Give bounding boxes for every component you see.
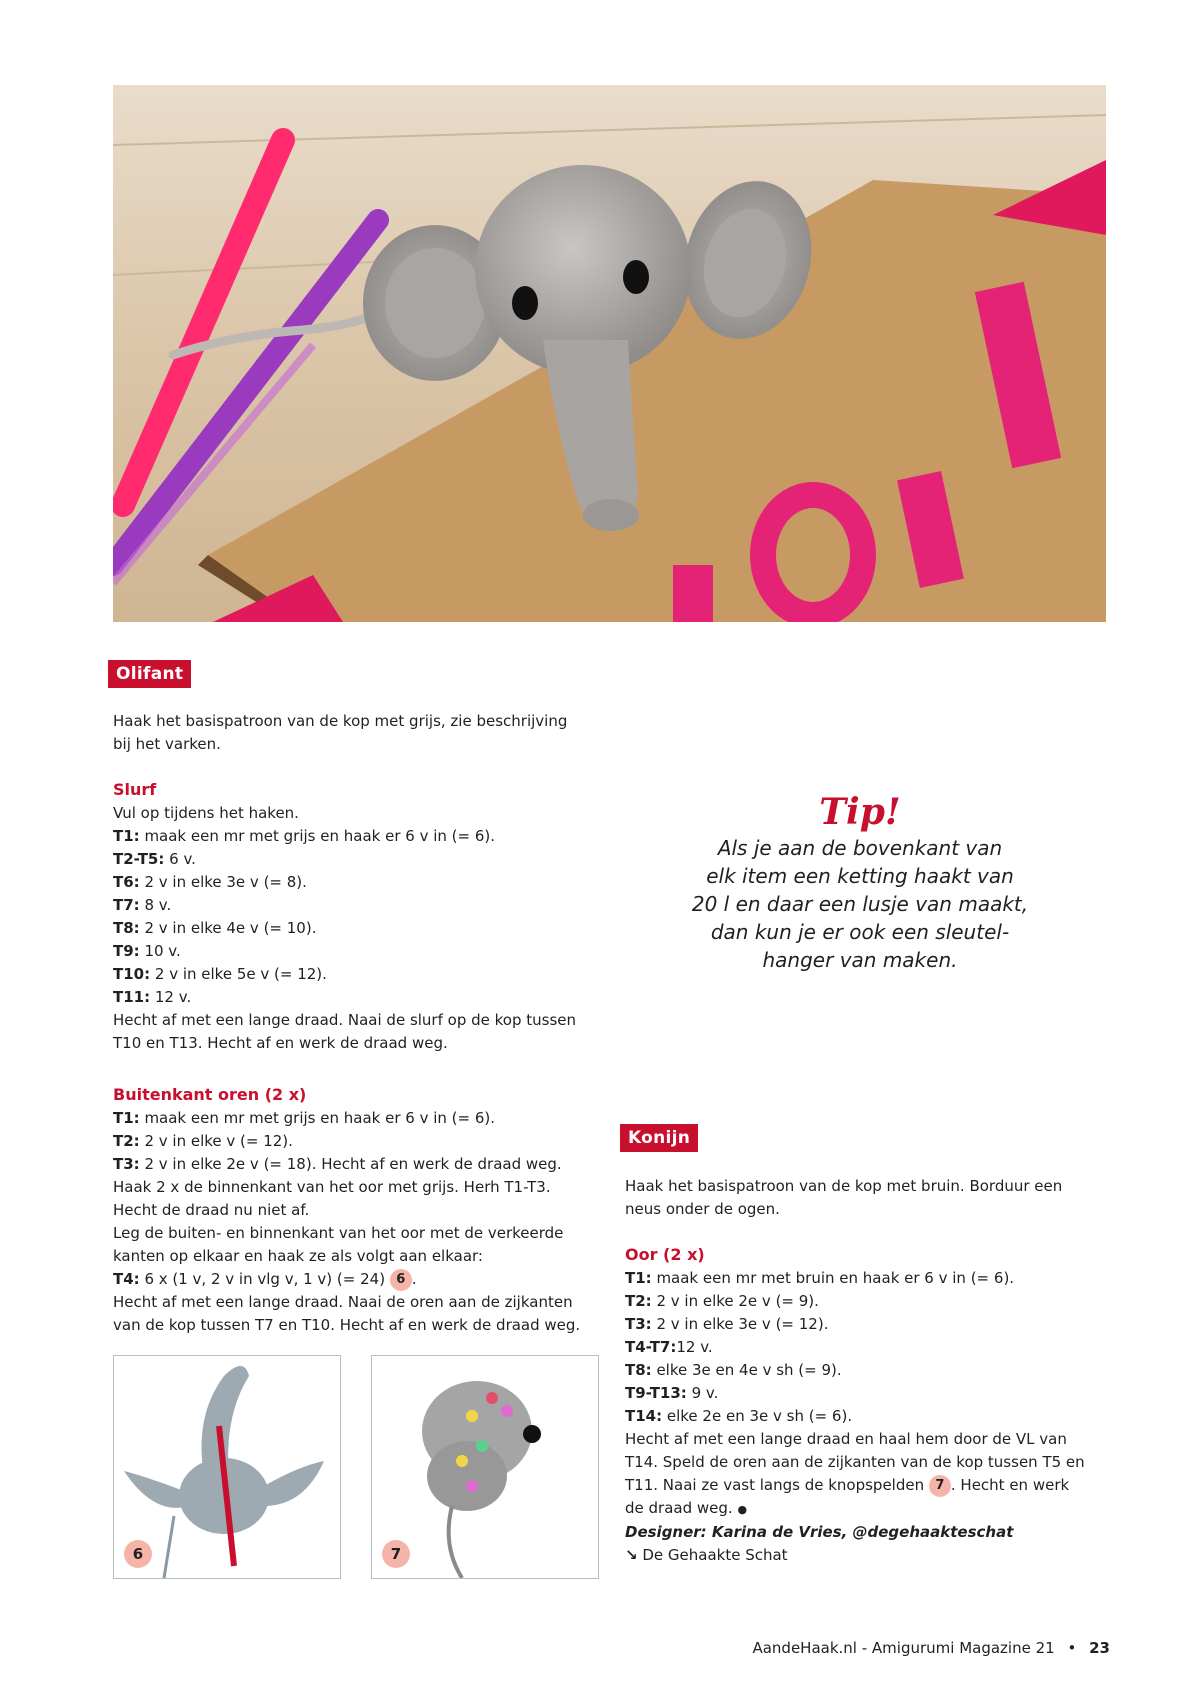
olifant-badge: Olifant	[108, 660, 191, 688]
page-footer	[752, 1637, 1110, 1660]
row-text: maak een mr met grijs en haak er 6 v in (= 6).	[139, 1109, 496, 1127]
row-text: 2 v in elke v (= 12).	[139, 1132, 293, 1150]
row-text: 12 v.	[150, 988, 192, 1006]
photo-ref-6-badge: 6	[390, 1269, 412, 1291]
text-line: bij het varken.	[113, 735, 221, 753]
row-key: T1:	[625, 1269, 652, 1287]
tip-body	[660, 834, 1060, 974]
pattern-row	[113, 825, 576, 848]
tip-line: Als je aan de bovenkant van	[717, 836, 1003, 860]
hero-photo	[113, 85, 1106, 622]
pattern-row	[625, 1428, 1085, 1451]
row-key: T7:	[113, 896, 140, 914]
footer-separator: •	[1067, 1639, 1077, 1657]
row-text: 2 v in elke 5e v (= 12).	[150, 965, 327, 983]
row-text: 2 v in elke 3e v (= 12).	[651, 1315, 829, 1333]
row-text: 6 v.	[164, 850, 196, 868]
row-text: Hecht af met een lange draad. Naai de slurf op de kop tussen	[113, 1011, 577, 1029]
social-handle: De Gehaakte Schat	[642, 1546, 788, 1564]
row-text: Haak 2 x de binnenkant van het oor met grijs. Herh T1-T3.	[113, 1178, 551, 1196]
last-line	[625, 1497, 1085, 1521]
social-line	[625, 1544, 1085, 1567]
row-text: Vul op tijdens het haken.	[113, 804, 299, 822]
photo-7-number-badge: 7	[382, 1540, 410, 1568]
row-text: T10 en T13. Hecht af en werk de draad weg.	[113, 1034, 448, 1052]
row-key: T2-T5:	[113, 850, 165, 868]
oor-lines	[625, 1267, 1085, 1474]
row-text: de draad weg.	[625, 1499, 738, 1517]
pattern-row	[625, 1336, 1085, 1359]
text-line: Haak het basispatroon van de kop met bruin. Borduur een	[625, 1177, 1063, 1195]
row-text: 8 v.	[139, 896, 172, 914]
step-photo-6	[113, 1355, 341, 1579]
oren-heading: Buitenkant oren (2 x)	[113, 1085, 307, 1104]
row-key: T1:	[113, 827, 140, 845]
pattern-row	[113, 1009, 576, 1032]
row-key: T3:	[113, 1155, 140, 1173]
row-key: T4:	[113, 1270, 140, 1288]
text-line: Haak het basispatroon van de kop met grijs, zie beschrijving	[113, 712, 568, 730]
row-text: elke 2e en 3e v sh (= 6).	[662, 1407, 853, 1425]
pattern-row	[113, 894, 576, 917]
page-number: 23	[1089, 1639, 1110, 1657]
row-key: T9:	[113, 942, 140, 960]
pattern-row	[113, 986, 576, 1009]
pattern-row	[625, 1359, 1085, 1382]
row-key: T10:	[113, 965, 151, 983]
tip-box	[660, 790, 1060, 974]
elephant-photo-illustration	[113, 85, 1106, 622]
row-text: 2 v in elke 2e v (= 18). Hecht af en werk de draad weg.	[139, 1155, 562, 1173]
slurf-section	[113, 778, 576, 1055]
row-key: T8:	[113, 919, 140, 937]
oren-section	[113, 1083, 580, 1337]
pattern-row	[113, 1199, 580, 1222]
olifant-intro	[113, 710, 567, 756]
row-text: maak een mr met grijs en haak er 6 v in (= 6).	[139, 827, 496, 845]
pattern-row	[113, 871, 576, 894]
row-key: T9-T13:	[625, 1384, 687, 1402]
t4-line	[113, 1268, 580, 1291]
row-key: T2:	[113, 1132, 140, 1150]
pattern-row	[113, 917, 576, 940]
photo-6-number-badge: 6	[124, 1540, 152, 1568]
row-text: Leg de buiten- en binnenkant van het oor met de verkeerde	[113, 1224, 564, 1242]
tip-line: elk item een ketting haakt van	[706, 864, 1014, 888]
row-text: 2 v in elke 2e v (= 9).	[651, 1292, 819, 1310]
designer-credit: Designer: Karina de Vries, @degehaakteschat	[625, 1523, 1014, 1541]
row-key: T6:	[113, 873, 140, 891]
oor-heading: Oor (2 x)	[625, 1245, 705, 1264]
text-line: van de kop tussen T7 en T10. Hecht af en werk de draad weg.	[113, 1316, 581, 1334]
pattern-row	[113, 1222, 580, 1245]
row-key: T4-T7:	[625, 1338, 677, 1356]
text-line: neus onder de ogen.	[625, 1200, 780, 1218]
oren-lines	[113, 1107, 580, 1268]
row-key: T14:	[625, 1407, 663, 1425]
pattern-row	[625, 1451, 1085, 1474]
row-text: Hecht de draad nu niet af.	[113, 1201, 310, 1219]
row-text: T14. Speld de oren aan de zijkanten van de kop tussen T5 en	[625, 1453, 1085, 1471]
slurf-lines	[113, 802, 576, 1055]
konijn-badge: Konijn	[620, 1124, 698, 1152]
row-text: elke 3e en 4e v sh (= 9).	[651, 1361, 842, 1379]
footer-text: AandeHaak.nl - Amigurumi Magazine 21	[752, 1639, 1055, 1657]
slurf-heading: Slurf	[113, 780, 157, 799]
pattern-row	[113, 848, 576, 871]
row-text: 10 v.	[139, 942, 181, 960]
arrow-icon: ↘	[625, 1546, 638, 1564]
row-text: Hecht af met een lange draad en haal hem door de VL van	[625, 1430, 1067, 1448]
end-bullet: ●	[737, 1503, 748, 1516]
tip-line: dan kun je er ook een sleutel-	[710, 920, 1010, 944]
row-text: 2 v in elke 3e v (= 8).	[139, 873, 307, 891]
t11-line	[625, 1474, 1085, 1497]
pattern-row	[625, 1405, 1085, 1428]
row-text: 6 x (1 v, 2 v in vlg v, 1 v) (= 24)	[139, 1270, 390, 1288]
pattern-row	[113, 802, 576, 825]
row-text: 2 v in elke 4e v (= 10).	[139, 919, 317, 937]
pattern-row	[113, 1107, 580, 1130]
row-key: T2:	[625, 1292, 652, 1310]
tip-line: hanger van maken.	[762, 948, 958, 972]
konijn-intro	[625, 1175, 1062, 1221]
row-key: T3:	[625, 1315, 652, 1333]
oor-section	[625, 1243, 1085, 1567]
row-text: kanten op elkaar en haak ze als volgt aan elkaar:	[113, 1247, 483, 1265]
pattern-row	[113, 1176, 580, 1199]
pattern-row	[113, 1032, 576, 1055]
pattern-row	[113, 963, 576, 986]
row-text: 9 v.	[686, 1384, 719, 1402]
row-text: maak een mr met bruin en haak er 6 v in (= 6).	[651, 1269, 1015, 1287]
row-key: T8:	[625, 1361, 652, 1379]
pattern-row	[113, 940, 576, 963]
step-photo-7	[371, 1355, 599, 1579]
row-text: T11. Naai ze vast langs de knopspelden	[625, 1476, 929, 1494]
photo-ref-7-badge: 7	[929, 1475, 951, 1497]
row-end: . Hecht en werk	[950, 1476, 1070, 1494]
pattern-row	[625, 1313, 1085, 1336]
tip-line: 20 l en daar een lusje van maakt,	[691, 892, 1029, 916]
text-line: Hecht af met een lange draad. Naai de oren aan de zijkanten	[113, 1293, 573, 1311]
row-text: 12 v.	[676, 1338, 713, 1356]
tip-title: Tip!	[819, 791, 901, 833]
pattern-row	[113, 1130, 580, 1153]
row-end: .	[411, 1270, 417, 1288]
pattern-row	[113, 1245, 580, 1268]
pattern-row	[113, 1153, 580, 1176]
pattern-row	[625, 1267, 1085, 1290]
row-key: T1:	[113, 1109, 140, 1127]
row-key: T11:	[113, 988, 151, 1006]
pattern-row	[625, 1382, 1085, 1405]
pattern-row	[625, 1290, 1085, 1313]
